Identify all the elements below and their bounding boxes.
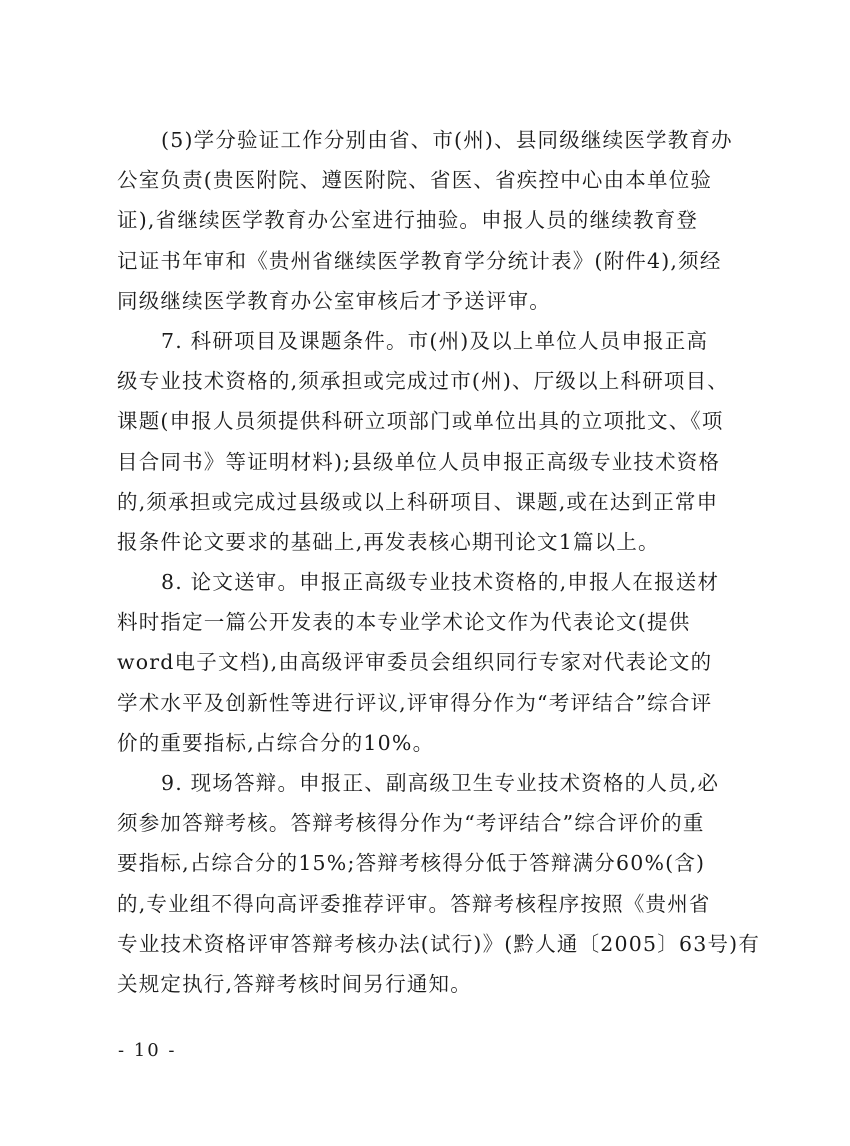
text-line: 价的重要指标,占综合分的10%。 bbox=[117, 730, 435, 755]
text-line: 目合同书》等证明材料);县级单位人员申报正高级专业技术资格 bbox=[117, 449, 721, 474]
document-body bbox=[117, 120, 761, 1004]
text-line: 关规定执行,答辩考核时间另行通知。 bbox=[117, 971, 472, 996]
text-line: 9. 现场答辩。申报正、副高级卫生专业技术资格的人员,必 bbox=[161, 771, 720, 795]
text-line: 记证书年审和《贵州省继续医学教育学分统计表》(附件4),须经 bbox=[117, 248, 722, 273]
text-line: 报条件论文要求的基础上,再发表核心期刊论文1篇以上。 bbox=[117, 529, 660, 554]
text-line: 须参加答辩考核。答辩考核得分作为“考评结合”综合评价的重 bbox=[117, 811, 705, 836]
text-line: (5)学分验证工作分别由省、市(州)、县同级继续医学教育办 bbox=[161, 128, 733, 152]
paragraph-5-credit-verification bbox=[117, 120, 737, 321]
text-line: 同级继续医学教育办公室审核后才予送评审。 bbox=[117, 288, 551, 313]
text-line: 证),省继续医学教育办公室进行抽验。申报人员的继续教育登 bbox=[117, 208, 699, 233]
paragraph-9-oral-defense bbox=[117, 763, 761, 1004]
text-line: 料时指定一篇公开发表的本专业学术论文作为代表论文(提供 bbox=[117, 610, 691, 635]
paragraph-7-research-projects bbox=[117, 321, 737, 562]
text-line: 7. 科研项目及课题条件。市(州)及以上单位人员申报正高 bbox=[161, 328, 709, 353]
text-line: 级专业技术资格的,须承担或完成过市(州)、厅级以上科研项目、 bbox=[117, 369, 730, 394]
text-line: word电子文档),由高级评审委员会组织同行专家对代表论文的 bbox=[117, 650, 713, 675]
text-line: 公室负责(贵医附院、遵医附院、省医、省疾控中心由本单位验 bbox=[117, 168, 713, 193]
text-line: 的,专业组不得向高评委推荐评审。答辩考核程序按照《贵州省 bbox=[117, 891, 711, 916]
paragraph-8-paper-review bbox=[117, 562, 737, 763]
text-line: 的,须承担或完成过县级或以上科研项目、课题,或在达到正常申 bbox=[117, 489, 719, 514]
text-line: 要指标,占综合分的15%;答辩考核得分低于答辩满分60%(含) bbox=[117, 851, 706, 876]
text-line: 课题(申报人员须提供科研立项部门或单位出具的立项批文、《项 bbox=[117, 409, 724, 434]
text-line: 8. 论文送审。申报正高级专业技术资格的,申报人在报送材 bbox=[161, 570, 720, 595]
text-line: 专业技术资格评审答辩考核办法(试行)》(黔人通〔2005〕63号)有 bbox=[117, 931, 761, 956]
text-line: 学术水平及创新性等进行评议,评审得分作为“考评结合”综合评 bbox=[117, 690, 713, 715]
page-number: - 10 - bbox=[118, 1040, 177, 1061]
